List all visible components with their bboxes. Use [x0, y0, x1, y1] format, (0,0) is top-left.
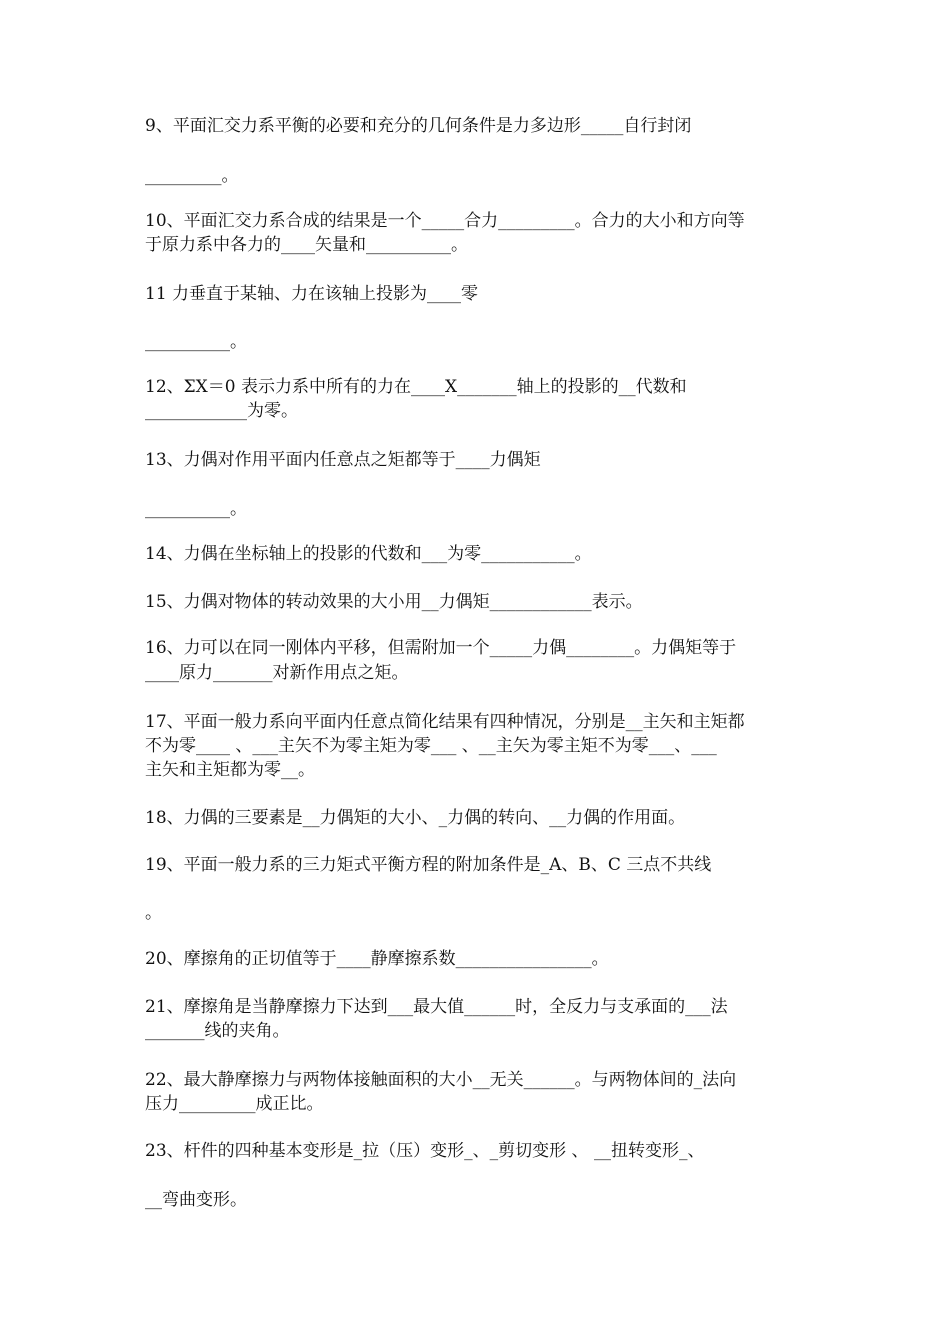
question-17-line-3: 主矢和主矩都为零__。: [145, 760, 315, 780]
question-19-line-2: 。: [145, 903, 162, 923]
question-10-line-2: 于原力系中各力的____矢量和__________。: [145, 235, 468, 255]
question-11-line-1: 11 力垂直于某轴、力在该轴上投影为____零: [145, 284, 479, 304]
question-16-line-1: 16、力可以在同一刚体内平移，但需附加一个_____力偶________。力偶矩等于: [145, 638, 737, 658]
question-11-line-2: __________。: [145, 332, 247, 352]
question-13-line-1: 13、力偶对作用平面内任意点之矩都等于____力偶矩: [145, 450, 541, 470]
question-9-line-2: _________。: [145, 166, 239, 186]
question-15-line: 15、力偶对物体的转动效果的大小用__力偶矩____________表示。: [145, 592, 643, 612]
question-13-line-2: __________。: [145, 499, 247, 519]
question-22-line-1: 22、最大静摩擦力与两物体接触面积的大小__无关______。与两物体间的_法向: [145, 1070, 737, 1090]
question-16-line-2: ____原力_______对新作用点之矩。: [145, 663, 409, 683]
question-14-line: 14、力偶在坐标轴上的投影的代数和___为零___________。: [145, 544, 592, 564]
question-17-line-2: 不为零____ 、___主矢不为零主矩为零___ 、__主矢为零主矩不为零___、___: [145, 736, 717, 756]
question-17-line-1: 17、平面一般力系向平面内任意点简化结果有四种情况，分别是__主矢和主矩都: [145, 712, 745, 732]
question-12-line-1: 12、ΣX＝0 表示力系中所有的力在____X_______轴上的投影的__代数和: [145, 377, 687, 397]
question-23-line-2: __弯曲变形。: [145, 1190, 247, 1210]
question-19-line-1: 19、平面一般力系的三力矩式平衡方程的附加条件是_A、B、C 三点不共线: [145, 855, 712, 875]
question-18-line: 18、力偶的三要素是__力偶矩的大小、_力偶的转向、__力偶的作用面。: [145, 808, 686, 828]
question-12-line-2: ____________为零。: [145, 401, 298, 421]
question-23-line-1: 23、杆件的四种基本变形是_拉（压）变形_、_剪切变形 、 __扭转变形_、: [145, 1141, 705, 1161]
question-21-line-1: 21、摩擦角是当静摩擦力下达到___最大值______时，全反力与支承面的___法: [145, 997, 728, 1017]
question-10-line-1: 10、平面汇交力系合成的结果是一个_____合力_________。合力的大小和方向等: [145, 211, 745, 231]
question-22-line-2: 压力_________成正比。: [145, 1094, 324, 1114]
question-20-line: 20、摩擦角的正切值等于____静摩擦系数________________。: [145, 949, 609, 969]
question-21-line-2: _______线的夹角。: [145, 1021, 290, 1041]
question-9-line-1: 9、平面汇交力系平衡的必要和充分的几何条件是力多边形_____自行封闭: [145, 116, 692, 136]
